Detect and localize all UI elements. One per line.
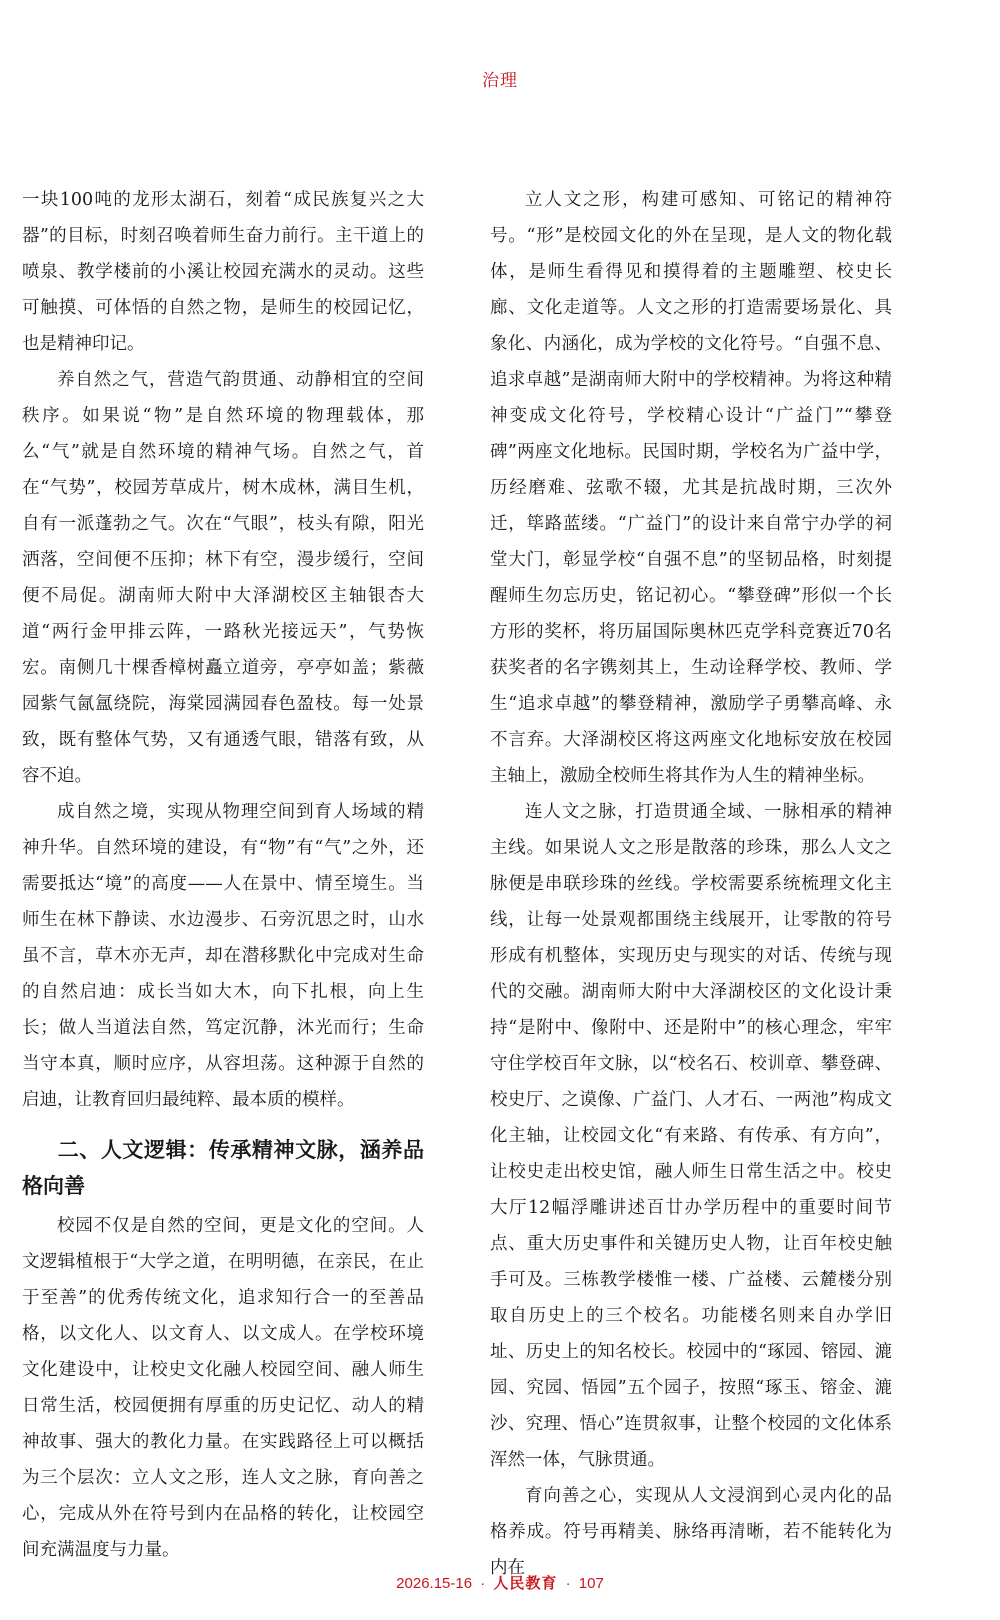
paragraph: 养自然之气，营造气韵贯通、动静相宜的空间秩序。如果说“物”是自然环境的物理载体，那么“气”就是自然环境的精神气场。自然之气，首在“气势”，校园芳草成片，树木成林，满目生机，自有一派蓬勃之气。次在“气眼”，枝头有隙，阳光洒落，空间便不压抑；林下有空，漫步缓行，空间便不局促。湖南师大附中大泽湖校区主轴银杏大道“两行金甲排云阵，一路秋光接远天”，气势恢宏。南侧几十棵香樟树矗立道旁，亭亭如盖；紫薇园紫气氤氲绕院，海棠园满园春色盈枝。每一处景致，既有整体气势，又有通透气眼，错落有致，从容不迫。	[22, 370, 424, 786]
paragraph: 成自然之境，实现从物理空间到育人场域的精神升华。自然环境的建设，有“物”有“气”之外，还需要抵达“境”的高度——人在景中、情至境生。当师生在林下静读、水边漫步、石旁沉思之时，山水虽不言，草木亦无声，却在潜移默化中完成对生命的自然启迪：成长当如大木，向下扎根，向上生长；做人当道法自然，笃定沉静，沐光而行；生命当守本真，顺时应序，从容坦荡。这种源于自然的启迪，让教育回归最纯粹、最本质的模样。	[22, 802, 424, 1110]
right-column	[490, 182, 892, 1586]
page-footer	[0, 1572, 1000, 1593]
section-tag: 治理	[482, 71, 518, 91]
left-column	[22, 182, 424, 1568]
footer-separator: ·	[480, 1575, 486, 1592]
section-heading: 二、人文逻辑：传承精神文脉，涵养品格向善	[22, 1138, 424, 1198]
footer-separator: ·	[565, 1575, 571, 1592]
page-number: 107	[578, 1575, 604, 1592]
issue-number: 2026.15-16	[396, 1575, 473, 1592]
paragraph: 连人文之脉，打造贯通全域、一脉相承的精神主线。如果说人文之形是散落的珍珠，那么人文之脉便是串联珍珠的丝线。学校需要系统梳理文化主线，让每一处景观都围绕主线展开，让零散的符号形成有机整体，实现历史与现实的对话、传统与现代的交融。湖南师大附中大泽湖校区的文化设计秉持“是附中、像附中、还是附中”的核心理念，牢牢守住学校百年文脉，以“校名石、校训章、攀登碑、校史厅、之谟像、广益门、人才石、一两池”构成文化主轴，让校园文化“有来路、有传承、有方向”，让校史走出校史馆，融人师生日常生活之中。校史大厅12幅浮雕讲述百廿办学历程中的重要时间节点、重大历史事件和关键历史人物，让百年校史触手可及。三栋教学楼惟一楼、广益楼、云麓楼分别取自历史上的三个校名。功能楼名则来自办学旧址、历史上的知名校长。校园中的“琢园、镕园、漉园、究园、悟园”五个园子，按照“琢玉、镕金、漉沙、究理、悟心”连贯叙事，让整个校园的文化体系浑然一体，气脉贯通。	[490, 802, 892, 1470]
paragraph: 校园不仅是自然的空间，更是文化的空间。人文逻辑植根于“大学之道，在明明德，在亲民，在止于至善”的优秀传统文化，追求知行合一的至善品格，以文化人、以文育人、以文成人。在学校环境文化建设中，让校史文化融人校园空间、融人师生日常生活，校园便拥有厚重的历史记忆、动人的精神故事、强大的教化力量。在实践路径上可以概括为三个层次：立人文之形，连人文之脉，育向善之心，完成从外在符号到内在品格的转化，让校园空间充满温度与力量。	[22, 1216, 424, 1560]
paragraph: 育向善之心，实现从人文浸润到心灵内化的品格养成。符号再精美、脉络再清晰，若不能转化为内在	[490, 1486, 892, 1578]
magazine-name: 人民教育	[493, 1574, 558, 1592]
paragraph: 一块100吨的龙形太湖石，刻着“成民族复兴之大器”的目标，时刻召唤着师生奋力前行。主干道上的喷泉、教学楼前的小溪让校园充满水的灵动。这些可触摸、可体悟的自然之物，是师生的校园记忆，也是精神印记。	[22, 190, 424, 354]
paragraph: 立人文之形，构建可感知、可铭记的精神符号。“形”是校园文化的外在呈现，是人文的物化载体，是师生看得见和摸得着的主题雕塑、校史长廊、文化走道等。人文之形的打造需要场景化、具象化、内涵化，成为学校的文化符号。“自强不息、追求卓越”是湖南师大附中的学校精神。为将这种精神变成文化符号，学校精心设计“广益门”“攀登碑”两座文化地标。民国时期，学校名为广益中学，历经磨难、弦歌不辍，尤其是抗战时期，三次外迁，筚路蓝缕。“广益门”的设计来自常宁办学的祠堂大门，彰显学校“自强不息”的坚韧品格，时刻提醒师生勿忘历史，铭记初心。“攀登碑”形似一个长方形的奖杯，将历届国际奥林匹克学科竞赛近70名获奖者的名字镌刻其上，生动诠释学校、教师、学生“追求卓越”的攀登精神，激励学子勇攀高峰、永不言弃。大泽湖校区将这两座文化地标安放在校园主轴上，激励全校师生将其作为人生的精神坐标。	[490, 190, 892, 786]
